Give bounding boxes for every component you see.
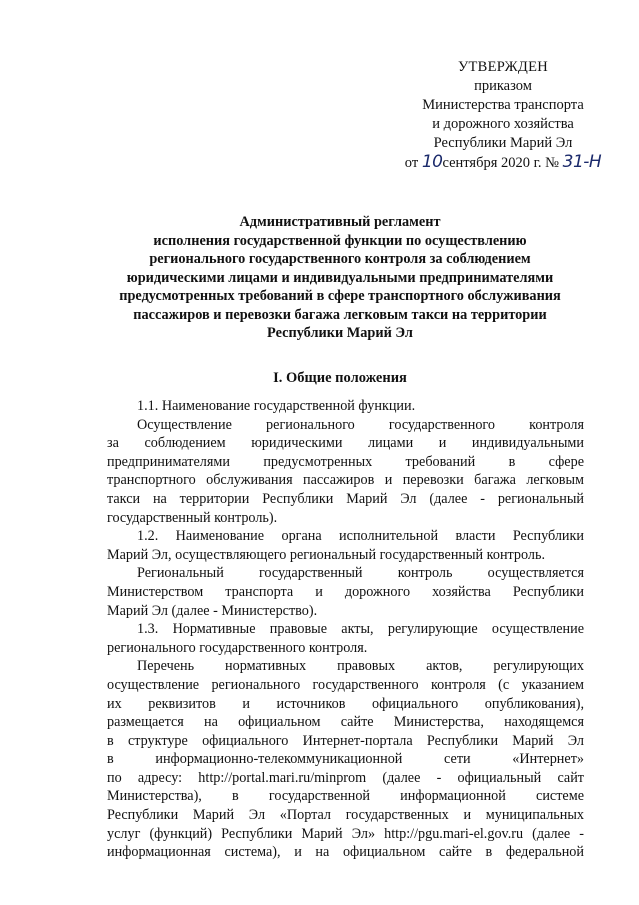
title-line: юридическими лицами и индивидуальными предпринимателями: [126, 269, 554, 286]
handwritten-order-number: 31-Н: [562, 152, 602, 172]
text-line: услуг (функций) Республики Марий Эл» http://pgu.mari-el.gov.ru (далее -: [107, 825, 584, 842]
text-line: за соблюдением юридическими лицами и индивидуальными: [107, 435, 584, 452]
text-line: Республики Марий Эл «Портал государственных и муниципальных: [107, 807, 584, 824]
text-line: их реквизитов и источников официального опубликования),: [107, 695, 584, 712]
text-line: в информационно-телекоммуникационной сети «Интернет»: [107, 751, 584, 768]
title-line: пассажиров и перевозки багажа легковым такси на территории: [133, 306, 547, 323]
date-prefix: от: [404, 155, 419, 171]
paragraph-1-2: [107, 527, 584, 564]
text-line: Марий Эл (далее - Министерство).: [107, 602, 318, 619]
text-line: 1.1. Наименование государственной функции.: [137, 398, 416, 414]
text-line: Министерством транспорта и дорожного хозяйства Республики: [107, 583, 584, 600]
text-line: регионального государственного контроля.: [107, 639, 368, 656]
title-line: предусмотренных требований в сфере транспортного обслуживания: [119, 288, 561, 304]
text-line: Осуществление регионального государственного контроля: [137, 416, 584, 433]
text-line: такси на территории Республики Марий Эл (далее - региональный: [107, 490, 584, 507]
paragraph-ministry: [107, 564, 584, 620]
text-line: Марий Эл, осуществляющего региональный государственный контроль.: [107, 546, 546, 563]
text-line: 1.2. Наименование органа исполнительной власти Республики: [137, 528, 584, 545]
approved-heading: УТВЕРЖДЕН: [457, 59, 549, 75]
title-line: исполнения государственной функции по осуществлению: [153, 232, 527, 249]
text-line: размещается на официальном сайте Министерства, находящемся: [107, 714, 584, 731]
text-line: осуществление регионального государственного контроля (с указанием: [107, 676, 584, 693]
text-line: 1.3. Нормативные правовые акты, регулирующие осуществление: [137, 621, 584, 638]
handwritten-day: 10: [421, 152, 443, 172]
approval-line-order: приказом: [474, 78, 532, 94]
paragraph-1-3: [107, 620, 584, 657]
section-heading: I. Общие положения: [273, 370, 407, 386]
text-line: предпринимателями предусмотренных требований в сфере: [107, 453, 584, 470]
paragraph-function-description: [107, 416, 584, 528]
date-rest: сентября 2020 г. №: [442, 155, 560, 171]
paragraph-1-1: [107, 397, 584, 416]
title-line: Республики Марий Эл: [267, 325, 413, 341]
approval-stamp-block: [388, 58, 618, 173]
approval-date-line: [388, 153, 618, 173]
text-line: в структуре официального Интернет-портала Республики Марий Эл: [107, 732, 584, 749]
approval-line-ministry: Министерства транспорта: [422, 97, 584, 113]
text-line: Региональный государственный контроль осуществляется: [137, 565, 584, 582]
title-line: Административный регламент: [239, 214, 441, 230]
text-line: транспортного обслуживания пассажиров и перевозки багажа легковым: [107, 472, 584, 489]
paragraph-legal-acts: [107, 657, 584, 862]
text-line: информационная система), и на официальном сайте в федеральной: [107, 844, 584, 861]
title-line: регионального государственного контроля за соблюдением: [149, 251, 531, 267]
document-title: [100, 213, 580, 343]
text-line: Министерства), в государственной информационной системе: [107, 788, 584, 805]
document-body: [107, 397, 584, 862]
text-line: государственный контроль).: [107, 509, 278, 526]
text-line: Перечень нормативных правовых актов, регулирующих: [137, 658, 584, 675]
text-line: по адресу: http://portal.mari.ru/minprom (далее - официальный сайт: [107, 769, 584, 786]
approval-line-ministry-2: и дорожного хозяйства: [432, 116, 574, 132]
approval-line-republic: Республики Марий Эл: [433, 135, 573, 151]
